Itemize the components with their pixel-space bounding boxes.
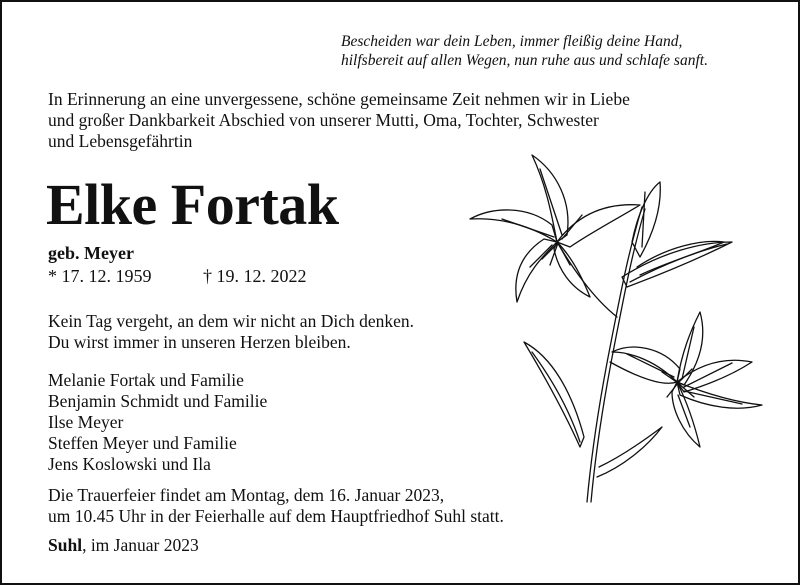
life-dates bbox=[48, 266, 307, 287]
condolence-text bbox=[48, 311, 414, 353]
funeral-ceremony-info bbox=[48, 485, 504, 527]
birth-date: * 17. 12. 1959 bbox=[48, 266, 152, 286]
intro-line-3: und Lebensgefährtin bbox=[48, 131, 193, 151]
memorial-motto bbox=[341, 32, 708, 70]
lily-flower-icon bbox=[462, 147, 782, 507]
ceremony-line-2: um 10.45 Uhr in der Feierhalle auf dem Hauptfriedhof Suhl statt. bbox=[48, 506, 504, 526]
mourners-list bbox=[48, 370, 267, 475]
deceased-name: Elke Fortak bbox=[46, 172, 339, 237]
maiden-name: geb. Meyer bbox=[48, 243, 134, 263]
intro-line-1: In Erinnerung an eine unvergessene, schöne gemeinsame Zeit nehmen wir in Liebe bbox=[48, 89, 630, 109]
place-town: Suhl bbox=[48, 535, 83, 555]
ceremony-line-1: Die Trauerfeier findet am Montag, dem 16. Januar 2023, bbox=[48, 485, 445, 505]
motto-line-1: Bescheiden war dein Leben, immer fleißig deine Hand, bbox=[341, 33, 683, 50]
intro-line-2: und großer Dankbarkeit Abschied von unserer Mutti, Oma, Tochter, Schwester bbox=[48, 110, 599, 130]
death-date: † 19. 12. 2022 bbox=[203, 266, 307, 286]
place-and-date bbox=[48, 535, 199, 556]
mourner-item: Steffen Meyer und Familie bbox=[48, 433, 237, 453]
condolence-line-1: Kein Tag vergeht, an dem wir nicht an Dich denken. bbox=[48, 311, 415, 331]
condolence-line-2: Du wirst immer in unseren Herzen bleiben. bbox=[48, 332, 351, 352]
place-date: , im Januar 2023 bbox=[82, 535, 199, 555]
mourner-item: Benjamin Schmidt und Familie bbox=[48, 391, 268, 411]
mourner-item: Melanie Fortak und Familie bbox=[48, 370, 244, 390]
intro-text bbox=[48, 89, 630, 152]
motto-line-2: hilfsbereit auf allen Wegen, nun ruhe aus und schlafe sanft. bbox=[341, 52, 708, 69]
mourner-item: Ilse Meyer bbox=[48, 412, 124, 432]
mourner-item: Jens Koslowski und Ila bbox=[48, 454, 211, 474]
